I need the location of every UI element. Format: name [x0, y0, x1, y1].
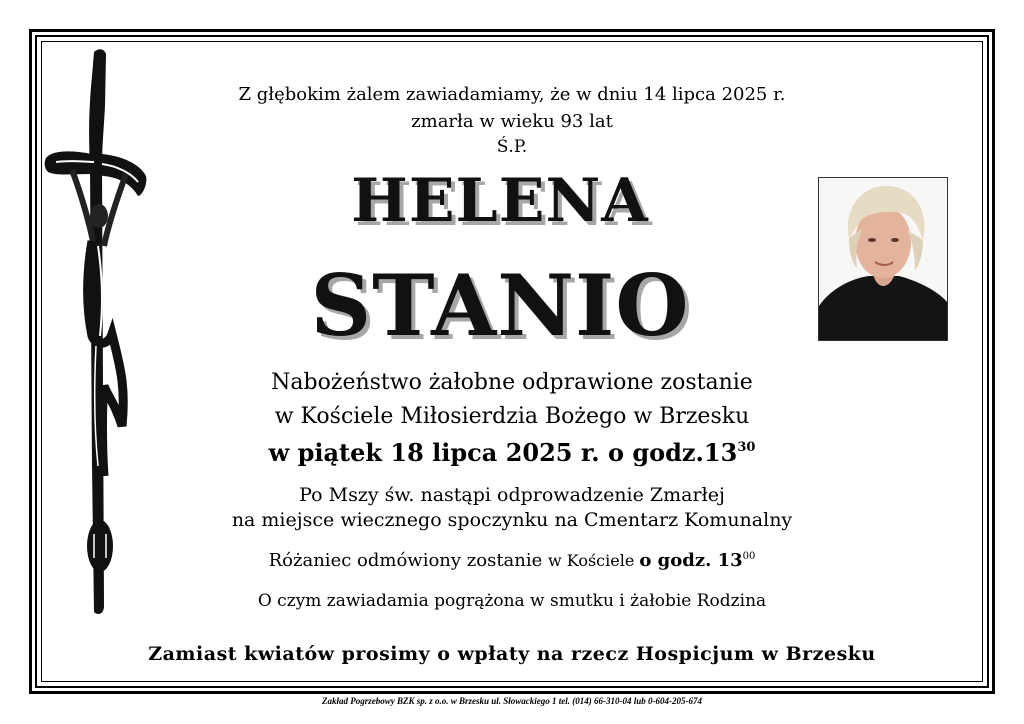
announcement-title-sp: Ś.P.: [496, 137, 528, 157]
rosary-minutes: 00: [742, 551, 756, 562]
service-date: [0, 438, 1024, 467]
footer-company-info: Zakład Pogrzebowy BZK sp. z o.o. w Brzesku ul. Słowackiego 1 tel. (014) 66-310-04 lub 0-604-205-674: [322, 696, 702, 706]
burial-line-2: na miejsce wiecznego spoczynku na Cmentarz Komunalny: [231, 509, 793, 531]
service-date-text: w piątek 18 lipca 2025 r. o godz.13: [268, 438, 738, 467]
portrait-photo-image: [819, 178, 947, 340]
burial-line-1: Po Mszy św. nastąpi odprowadzenie Zmarłej: [299, 484, 725, 506]
rosary-line: [0, 550, 1024, 571]
request-line: Zamiast kwiatów prosimy o wpłaty na rzecz Hospicjum w Brzesku: [148, 643, 876, 665]
announcement-line-1: Z głębokim żalem zawiadamiamy, że w dniu 14 lipca 2025 r.: [238, 84, 786, 105]
announcement-line-2: zmarła w wieku 93 lat: [411, 111, 613, 132]
deceased-last-name: STANIO: [310, 256, 690, 355]
service-date-minutes: 30: [737, 440, 756, 455]
rosary-text: Różaniec odmówiony zostanie: [268, 550, 549, 571]
deceased-first-name: HELENA: [351, 166, 649, 236]
service-line-2: w Kościele Miłosierdzia Bożego w Brzesku: [274, 404, 750, 429]
family-line: O czym zawiadamia pogrążona w smutku i żałobie Rodzina: [257, 591, 767, 611]
portrait-photo: [818, 177, 948, 341]
service-line-1: Nabożeństwo żałobne odprawione zostanie: [271, 370, 753, 395]
rosary-place: w Kościele: [548, 551, 640, 570]
rosary-time: o godz. 13: [639, 550, 743, 571]
